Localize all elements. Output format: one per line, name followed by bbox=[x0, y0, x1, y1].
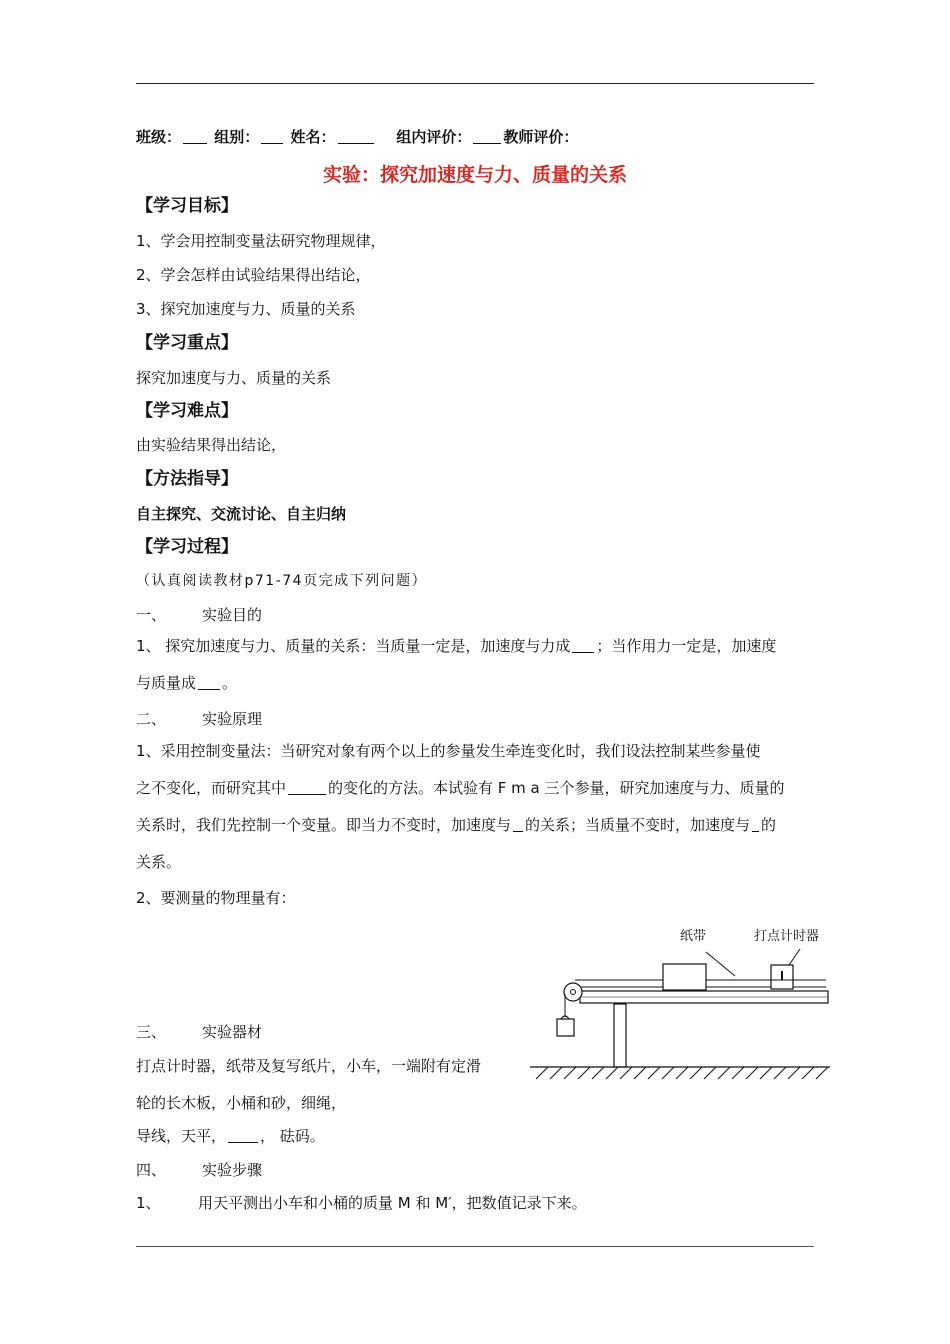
step-1-num: 1、 bbox=[136, 1194, 161, 1212]
teacher-eval-label: 教师评价： bbox=[503, 128, 579, 146]
section2-heading bbox=[136, 709, 262, 729]
process-heading: 【学习过程】 bbox=[136, 537, 238, 557]
section2-text: 的变化的方法。本试验有 F m a 三个参量，研究加速度与力、质量的 bbox=[328, 779, 785, 797]
difficulty-heading: 【学习难点】 bbox=[136, 401, 238, 421]
process-note: （认真阅读教材p71-74页完成下列问题） bbox=[136, 573, 428, 589]
section4-heading bbox=[136, 1160, 262, 1180]
group-blank[interactable] bbox=[261, 128, 283, 144]
section1-title: 实验目的 bbox=[202, 606, 263, 624]
section2-num: 二、 bbox=[136, 710, 167, 728]
key-point-text: 探究加速度与力、质量的关系 bbox=[136, 369, 332, 387]
peer-eval-blank[interactable] bbox=[473, 128, 501, 144]
table-leg bbox=[614, 1004, 626, 1067]
section2-text: 1、采用控制变量法：当研究对象有两个以上的参量发生牵连变化时，我们设法控制某些参量使 bbox=[136, 742, 761, 760]
section3-title: 实验器材 bbox=[202, 1023, 263, 1041]
section2-paragraph bbox=[136, 733, 816, 881]
section3-num: 三、 bbox=[136, 1023, 167, 1041]
section1-paragraph bbox=[136, 628, 816, 702]
answer-blank[interactable] bbox=[752, 816, 759, 832]
name-label: 姓名： bbox=[290, 128, 336, 146]
top-rule bbox=[136, 83, 814, 84]
answer-blank[interactable] bbox=[572, 637, 594, 653]
pulley-axle bbox=[571, 990, 576, 995]
class-label: 班级： bbox=[136, 128, 182, 146]
name-blank[interactable] bbox=[338, 128, 374, 144]
answer-blank[interactable] bbox=[288, 779, 326, 795]
method-text: 自主探究、交流讨论、自主归纳 bbox=[136, 505, 347, 523]
section1-text: 与质量成 bbox=[136, 674, 197, 692]
page-title: 实验：探究加速度与力、质量的关系 bbox=[322, 164, 627, 186]
section1-heading bbox=[136, 605, 262, 625]
section2-text: 的关系；当质量不变时，加速度与 bbox=[525, 816, 751, 834]
answer-blank[interactable] bbox=[198, 674, 220, 690]
label-timer: 打点计时器 bbox=[754, 929, 820, 944]
section1-text: 。 bbox=[222, 674, 238, 692]
bottom-rule bbox=[136, 1246, 814, 1247]
method-heading: 【方法指导】 bbox=[136, 469, 238, 489]
peer-eval-label: 组内评价： bbox=[396, 128, 472, 146]
cart bbox=[663, 964, 706, 990]
equipment-line: 打点计时器，纸带及复写纸片，小车，一端附有定滑 bbox=[136, 1057, 482, 1075]
step-1-text: 用天平测出小车和小桶的质量 M 和 M′，把数值记录下来。 bbox=[198, 1194, 587, 1212]
apparatus-diagram bbox=[530, 922, 830, 1092]
difficulty-text: 由实验结果得出结论， bbox=[136, 436, 287, 454]
section2-text: 关系。 bbox=[136, 853, 182, 871]
section2-text: 之不变化，而研究其中 bbox=[136, 779, 287, 797]
objective-item: 1、学会用控制变量法研究物理规律， bbox=[136, 232, 386, 250]
equipment-text: 导线，天平， bbox=[136, 1127, 227, 1145]
label-tape: 纸带 bbox=[680, 929, 707, 944]
section3-heading bbox=[136, 1022, 262, 1042]
section1-num: 一、 bbox=[136, 606, 167, 624]
answer-blank[interactable] bbox=[228, 1127, 258, 1143]
step-1 bbox=[136, 1193, 587, 1213]
key-point-heading: 【学习重点】 bbox=[136, 333, 238, 353]
tape-pointer bbox=[706, 952, 735, 976]
bucket bbox=[557, 1019, 574, 1036]
section4-num: 四、 bbox=[136, 1161, 167, 1179]
equipment-line bbox=[136, 1126, 325, 1146]
ground-hatching bbox=[536, 1067, 828, 1079]
section2-item2: 2、要测量的物理量有： bbox=[136, 889, 296, 907]
section1-text: 1、 探究加速度与力、质量的关系：当质量一定是，加速度与力成 bbox=[136, 637, 571, 655]
group-label: 组别： bbox=[214, 128, 260, 146]
section2-text: 关系时，我们先控制一个变量。即当力不变时，加速度与 bbox=[136, 816, 512, 834]
header-line bbox=[136, 127, 578, 147]
section2-text: 的 bbox=[761, 816, 777, 834]
section2-title: 实验原理 bbox=[202, 710, 263, 728]
objectives-heading: 【学习目标】 bbox=[136, 196, 238, 216]
objective-item: 3、探究加速度与力、质量的关系 bbox=[136, 300, 356, 318]
section4-title: 实验步骤 bbox=[202, 1161, 263, 1179]
section1-text: ；当作用力一定是，加速度 bbox=[596, 637, 777, 655]
equipment-text: ， 砝码。 bbox=[260, 1127, 325, 1145]
objective-item: 2、学会怎样由试验结果得出结论， bbox=[136, 266, 371, 284]
answer-blank[interactable] bbox=[513, 816, 523, 832]
equipment-line: 轮的长木板，小桶和砂，细绳， bbox=[136, 1094, 347, 1112]
class-blank[interactable] bbox=[183, 128, 207, 144]
